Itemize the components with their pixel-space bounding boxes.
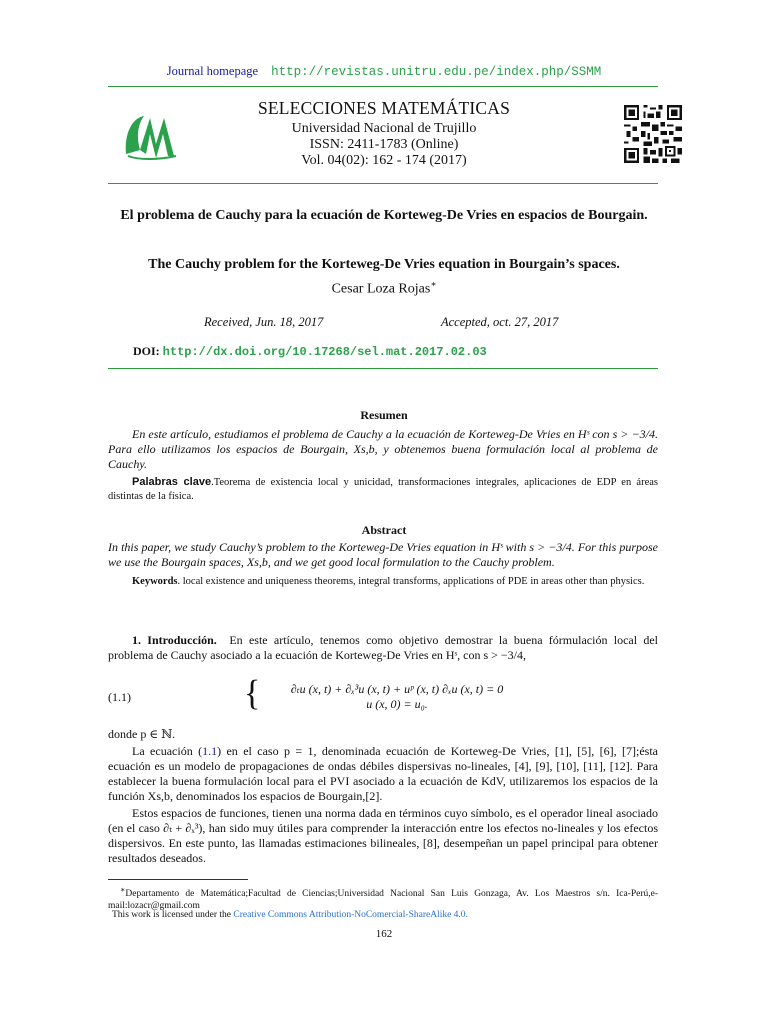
intro-p2-rest: ) en el caso p = 1, denominada ecuación de Korteweg-De Vries, [1], [5], [6], [7];ésta ecuación es un modelo de propagaciones de ondas débiles dispersivas no-lineales, [4], [9], [10], [11], [12]. Para establecer la buena formulación local para el PVI asociado a la ecuación de KdV, utilizaremos los espacios de la función Xs,b, denominados los espacios de Bourgain,[2]. (108, 744, 659, 803)
resumen-text: En este artículo, estudiamos el problema de Cauchy a la ecuación de Korteweg-De Vries en Hˢ con s > −3/4. Para ello utilizamos los espacios de Bourgain, Xs,b, y obtenemos buena formulación local al problema de Cauchy. (108, 427, 658, 471)
doi-link[interactable]: http://dx.doi.org/10.17268/sel.mat.2017.02.03 (162, 345, 487, 359)
qr-code-icon (622, 103, 684, 165)
intro-p1-text: En este artículo, tenemos como objetivo demostrar la buena fórmulación local del problema de Cauchy asociado a la ecuación de Korteweg-De Vries en Hˢ, con s > −3/4, (108, 633, 658, 662)
intro-donde: donde p ∈ ℕ. (108, 727, 176, 741)
keywords-text: . local existence and uniqueness theorems, integral transforms, applications of PDE in areas other than physics. (177, 576, 645, 587)
equation-brace: { (244, 674, 261, 713)
resumen-heading: Resumen (360, 408, 408, 422)
homepage-link[interactable]: http://revistas.unitru.edu.pe/index.php/SSMM (271, 65, 602, 79)
footnote-text: Departamento de Matemática;Facultad de Ciencias;Universidad Nacional San Luis Gonzaga, Av. Los Maestros s/n. Ica-Perú,e-mail:lozacr@gmail.com (108, 889, 658, 912)
intro-heading: 1. Introducción. (132, 633, 217, 647)
abstract-heading: Abstract (361, 523, 407, 537)
journal-issn: ISSN: 2411-1783 (Online) (309, 137, 459, 152)
license-line (112, 909, 662, 923)
intro-paragraph-3: Estos espacios de funciones, tienen una norma dada en términos cuyo símbolo, es el operador lineal asociado (en el caso ∂ₜ + ∂ₓ³), han sido muy útiles para comprender la interacción entre los efectos no-lineales y los efectos dispersivos. En este punto, las llamadas estimaciones bilineales, [8], desempeñan un papel principal para obtener resultados deseados. (108, 806, 658, 865)
journal-title: SELECCIONES MATEMÁTICAS (257, 98, 511, 118)
journal-logo (118, 104, 184, 170)
equation-line-1: ∂ₜu (x, t) + ∂ₓ³u (x, t) + uᵖ (x, t) ∂ₓu (x, t) = 0 (290, 682, 504, 696)
palabras-clave-text: .Teorema de existencia local y unicidad, transformaciones integrales, aplicaciones de EDP en áreas distintas de la física. (108, 477, 658, 502)
journal-homepage-line (0, 64, 768, 79)
page-number: 162 (375, 928, 393, 940)
accepted-date: Accepted, oct. 27, 2017 (441, 315, 559, 329)
license-prefix: This work is licensed under the (112, 910, 234, 920)
equation-line-2: u (x, 0) = u₀. (366, 697, 428, 711)
equation-ref-link[interactable]: 1.1 (202, 744, 218, 758)
keywords-label: Keywords (132, 576, 178, 587)
equation-label: (1.1) (108, 690, 131, 704)
article-title-es: El problema de Cauchy para la ecuación de Korteweg-De Vries en espacios de Bourgain. (120, 208, 648, 223)
resumen-keywords (108, 476, 658, 503)
intro-paragraph-1 (108, 633, 658, 663)
journal-volume: Vol. 04(02): 162 - 174 (2017) (301, 153, 467, 168)
intro-p2-start: La ecuación ( (132, 744, 203, 758)
abstract-text: In this paper, we study Cauchy’s problem to the Korteweg-De Vries equation in Hˢ with s > −3/4. For this purpose we use the Bourgain spaces, Xs,b, and we get good local formulation to the Cauchy problem. (108, 540, 658, 569)
footnote-mark: ∗ (120, 885, 126, 894)
received-date: Received, Jun. 18, 2017 (204, 315, 324, 329)
abstract-keywords (108, 575, 658, 589)
journal-university: Universidad Nacional de Trujillo (291, 121, 477, 136)
intro-paragraph-2 (108, 744, 658, 804)
footnote-rule (108, 879, 248, 880)
homepage-label: Journal homepage (166, 64, 259, 78)
article-title-en: The Cauchy problem for the Korteweg-De Vries equation in Bourgain’s spaces. (148, 257, 620, 272)
header-top-rule (108, 86, 658, 87)
author-name: Cesar Loza Rojas (331, 281, 431, 297)
title-bottom-rule (108, 368, 658, 369)
header-bottom-rule (108, 183, 658, 184)
author-footnote-mark: ∗ (430, 279, 437, 289)
article-author (108, 279, 660, 298)
doi-label: DOI: (133, 344, 160, 358)
palabras-clave-label: Palabras clave (132, 476, 212, 488)
license-link[interactable]: Creative Commons Attribution-NoComercial-ShareAlike 4.0. (233, 910, 468, 920)
doi-line (133, 344, 487, 359)
author-footnote (108, 884, 658, 912)
